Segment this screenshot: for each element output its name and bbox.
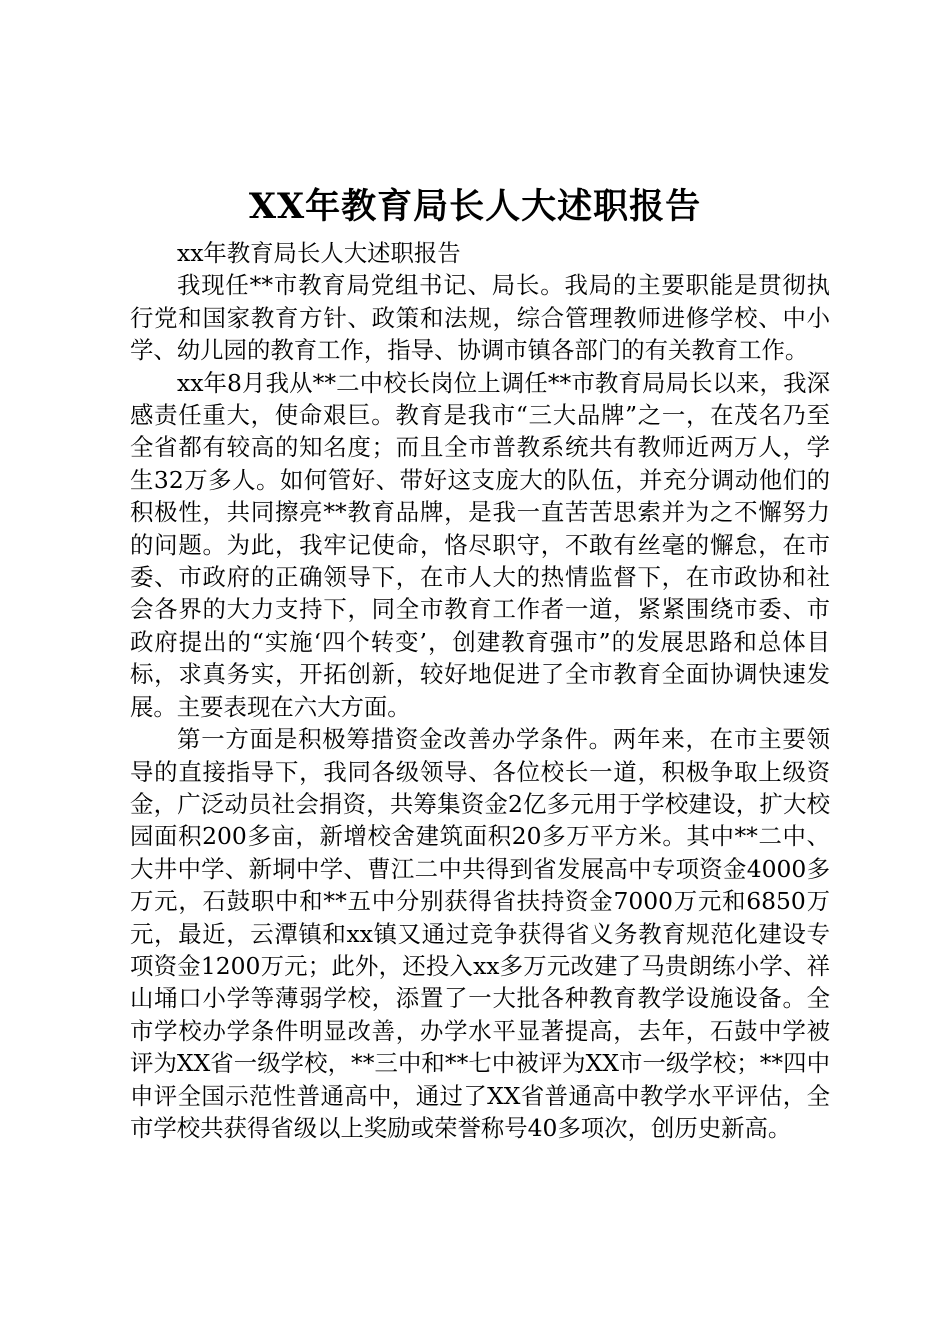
subtitle-paragraph: xx年教育局长人大述职报告	[177, 239, 461, 267]
document-body	[130, 237, 830, 1144]
document-title: XX年教育局长人大述职报告	[248, 186, 702, 227]
paragraph-role: 我现任**市教育局党组书记、局长。我局的主要职能是贯彻执行党和国家教育方针、政策和法规，综合管理教师进修学校、中小学、幼儿园的教育工作，指导、协调市镇各部门的有关教育工作。	[130, 271, 830, 365]
paragraph-overview: xx年8月我从**二中校长岗位上调任**市教育局局长以来，我深感责任重大，使命艰巨。教育是我市“三大品牌”之一，在茂名乃至全省都有较高的知名度；而且全市普教系统共有教师近两万人，学生32万多人。如何管好、带好这支庞大的队伍，并充分调动他们的积极性，共同擦亮**教育品牌，是我一直苦苦思索并为之不懈努力的问题。为此，我牢记使命，恪尽职守，不敢有丝毫的懈怠，在市委、市政府的正确领导下，在市人大的热情监督下，在市政协和社会各界的大力支持下，同全市教育工作者一道，紧紧围绕市委、市政府提出的“实施‘四个转变’，创建教育强市”的发展思路和总体目标，求真务实，开拓创新，较好地促进了全市教育全面协调快速发展。主要表现在六大方面。	[130, 368, 830, 721]
paragraph-first-aspect: 第一方面是积极筹措资金改善办学条件。两年来，在市主要领导的直接指导下，我同各级领导、各位校长一道，积极争取上级资金，广泛动员社会捐资，共筹集资金2亿多元用于学校建设，扩大校园面积200多亩，新增校舍建筑面积20多万平方米。其中**二中、大井中学、新垌中学、曹江二中共得到省发展高中专项资金4000多万元，石鼓职中和**五中分别获得省扶持资金7000万元和6850万元，最近，云潭镇和xx镇又通过竞争获得省义务教育规范化建设专项资金1200万元；此外，还投入xx多万元改建了马贵朗练小学、祥山埇口小学等薄弱学校，添置了一大批各种教育教学设施设备。全市学校办学条件明显改善，办学水平显著提高，去年，石鼓中学被评为XX省一级学校，**三中和**七中被评为XX市一级学校；**四中申评全国示范性普通高中，通过了XX省普通高中教学水平评估，全市学校共获得省级以上奖励或荣誉称号40多项次，创历史新高。	[130, 725, 830, 1142]
